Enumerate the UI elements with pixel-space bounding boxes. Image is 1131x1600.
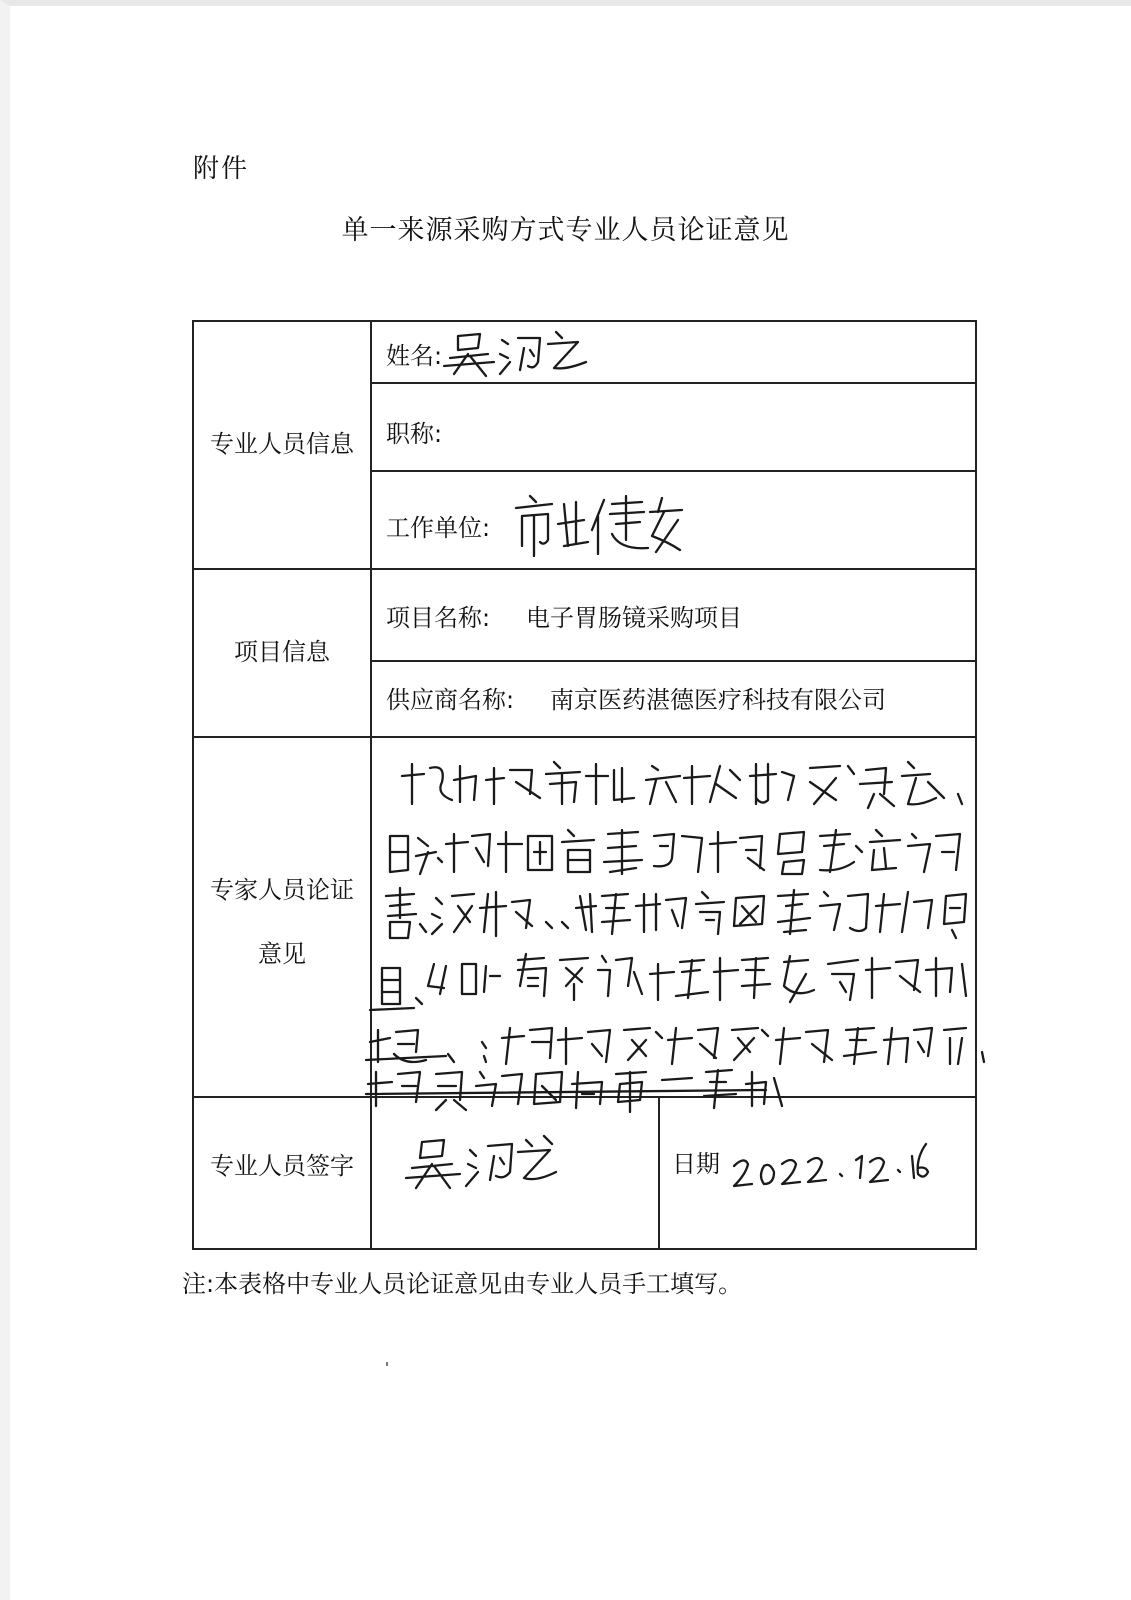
row-divider-name [370, 382, 977, 384]
handwritten-opinion-line-1 [390, 754, 970, 812]
handwritten-date [730, 1134, 930, 1190]
name-label: 姓名: [386, 342, 443, 370]
handwritten-name [444, 326, 594, 382]
title-label: 职称: [386, 420, 443, 448]
footer-note: 注:本表格中专业人员论证意见由专业人员手工填写。 [182, 1270, 743, 1298]
section-label-signature: 专业人员签字 [210, 1152, 354, 1180]
project-name-label: 项目名称: [386, 604, 491, 632]
handwritten-opinion-line-3 [380, 882, 974, 944]
handwritten-work-unit [512, 490, 688, 560]
row-divider-title [370, 470, 977, 472]
form-table [192, 320, 977, 1250]
scan-speck [386, 1362, 388, 1366]
project-name-value: 电子胃肠镜采购项目 [526, 604, 742, 632]
attachment-label: 附件 [193, 154, 250, 184]
document-title: 单一来源采购方式专业人员论证意见 [341, 215, 790, 246]
supplier-name-value: 南京医药湛德医疗科技有限公司 [550, 686, 886, 714]
handwritten-opinion-line-2 [384, 822, 974, 880]
date-column-divider [658, 1096, 660, 1250]
date-label: 日期 [672, 1150, 720, 1178]
handwritten-opinion-line-4 [370, 946, 980, 1016]
section-label-opinion-1: 专家人员论证 [210, 876, 354, 904]
section-label-opinion-2: 意见 [258, 940, 306, 968]
section-divider-personnel [194, 568, 977, 570]
work-unit-label: 工作单位: [386, 514, 491, 542]
section-label-project: 项目信息 [234, 638, 330, 666]
row-divider-project [370, 660, 977, 662]
supplier-name-label: 供应商名称: [386, 686, 515, 714]
section-label-personnel: 专业人员信息 [210, 430, 354, 458]
section-divider-project [194, 736, 977, 738]
handwritten-opinion-line-6 [366, 1060, 786, 1114]
handwritten-signature [404, 1130, 580, 1210]
